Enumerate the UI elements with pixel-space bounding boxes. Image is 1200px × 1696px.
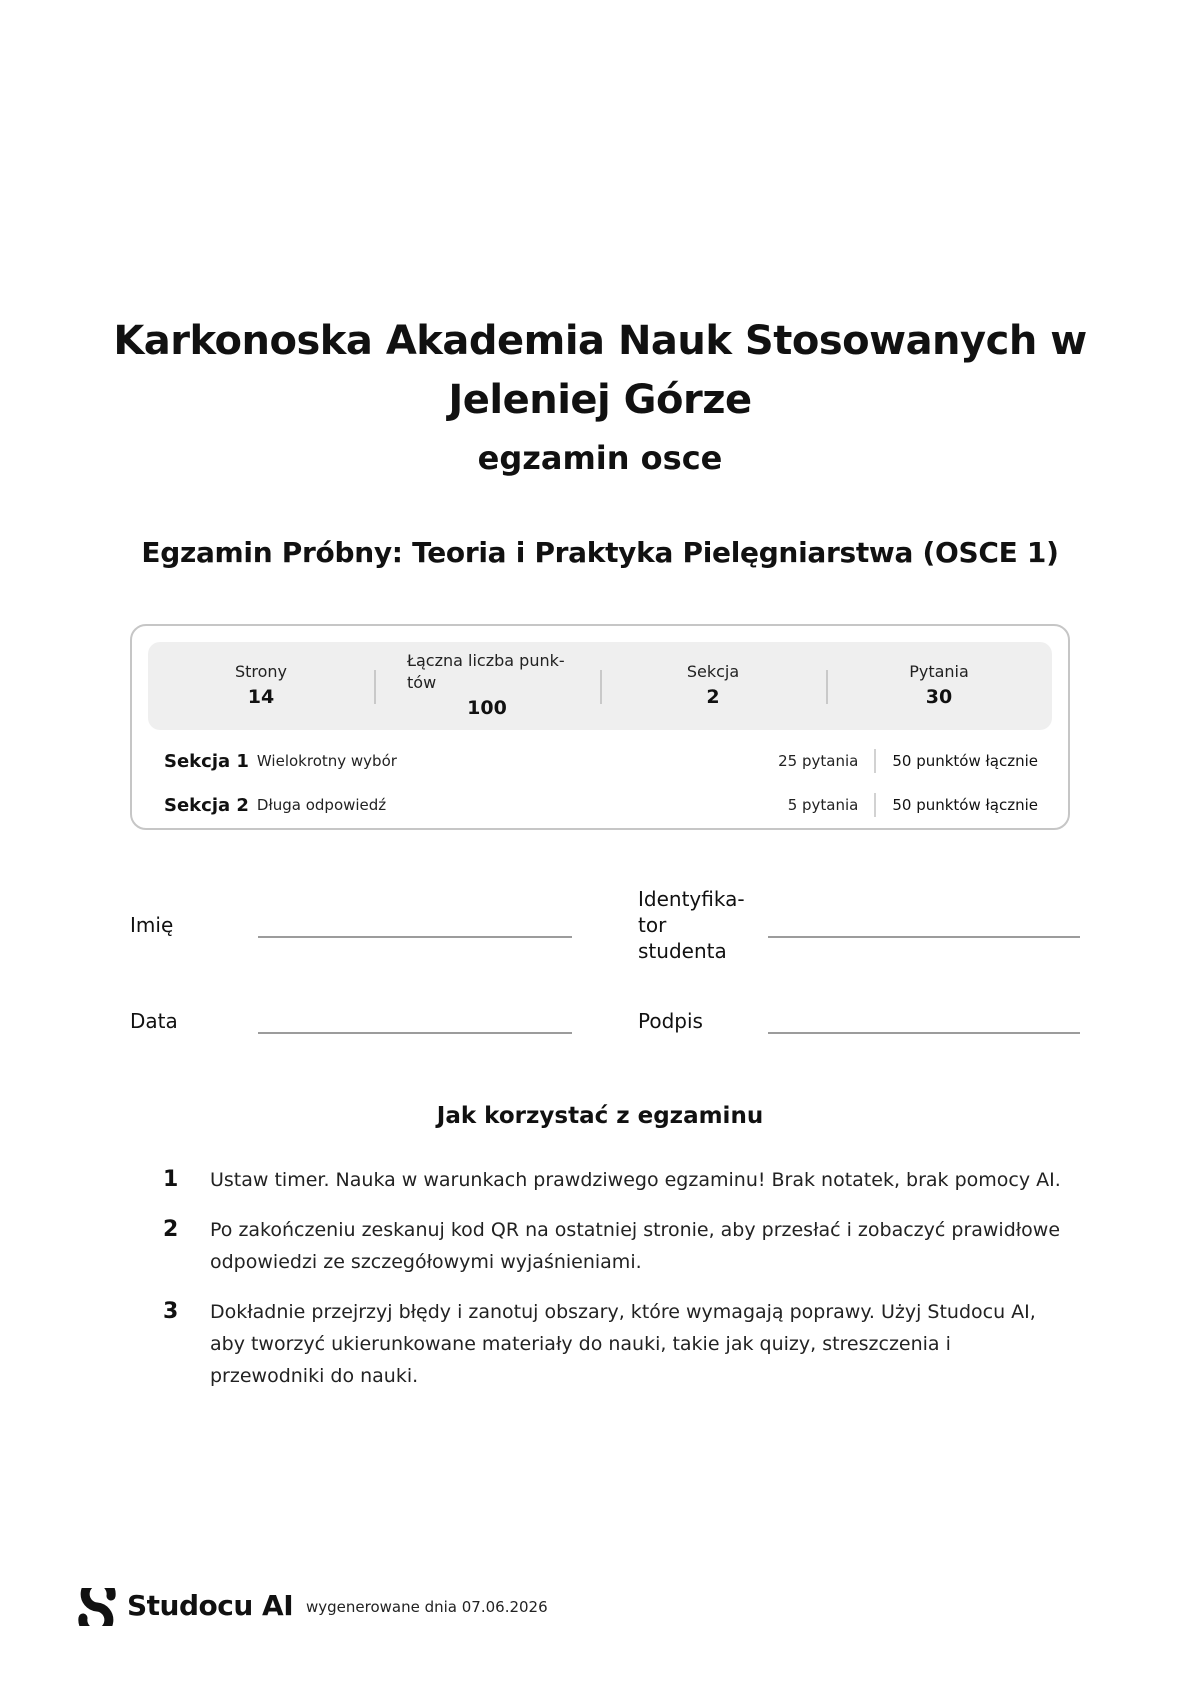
signature-input-line[interactable] bbox=[768, 1032, 1080, 1034]
step-text: Dokładnie przejrzyj błędy i zanotuj obszary, które wymagają poprawy. Użyj Studocu AI, aby tworzyć ukierunkowane materiały do nauki, takie jak quizy, streszczenia i przewodniki do nauki. bbox=[210, 1301, 1036, 1387]
section-type: Wielokrotny wybór bbox=[256, 752, 397, 770]
studocu-logo-icon bbox=[78, 1588, 116, 1626]
section-question-count: 5 pytania bbox=[787, 796, 859, 814]
section-row bbox=[164, 790, 1038, 820]
student-id-input-line[interactable] bbox=[768, 936, 1080, 938]
stat-value: 30 bbox=[925, 686, 953, 708]
step-number: 3 bbox=[163, 1299, 179, 1324]
name-input-line[interactable] bbox=[258, 936, 572, 938]
section-divider bbox=[874, 749, 876, 773]
section-points: 50 punktów łącznie bbox=[892, 796, 1038, 814]
step-number: 2 bbox=[163, 1217, 179, 1242]
stat-label: Łączna liczba punk-tów bbox=[407, 651, 565, 692]
step-text: Ustaw timer. Nauka w warunkach prawdziwego egzaminu! Brak notatek, brak pomocy AI. bbox=[210, 1169, 1061, 1191]
step-number: 1 bbox=[163, 1167, 179, 1192]
step-text: Po zakończeniu zeskanuj kod QR na ostatniej stronie, aby przesłać i zobaczyć prawidłowe odpowiedzi ze szczegółowymi wyjaśnieniami. bbox=[210, 1219, 1061, 1273]
date-label: Data bbox=[130, 1009, 178, 1033]
stat-value: 2 bbox=[706, 686, 720, 708]
generated-date: wygenerowane dnia 07.06.2026 bbox=[306, 1598, 548, 1616]
stat-total-points bbox=[374, 642, 600, 730]
name-label: Imię bbox=[130, 913, 174, 937]
stat-sections bbox=[600, 642, 826, 730]
exam-title: Egzamin Próbny: Teoria i Praktyka Pielęgniarstwa (OSCE 1) bbox=[141, 536, 1059, 569]
section-name: Sekcja 2 bbox=[164, 794, 249, 816]
stat-value: 14 bbox=[247, 686, 275, 708]
stat-questions bbox=[826, 642, 1052, 730]
date-input-line[interactable] bbox=[258, 1032, 572, 1034]
institution-title: Karkonoska Akademia Nauk Stosowanych w Jeleniej Górze bbox=[113, 318, 1087, 423]
stat-label: Sekcja bbox=[686, 662, 740, 681]
section-row bbox=[164, 746, 1038, 776]
brand-name: Studocu AI bbox=[127, 1589, 294, 1622]
stat-label: Pytania bbox=[909, 662, 969, 681]
stat-label: Strony bbox=[234, 662, 288, 681]
section-divider bbox=[874, 793, 876, 817]
course-subtitle: egzamin osce bbox=[477, 439, 723, 477]
signature-label: Podpis bbox=[638, 1009, 703, 1033]
stat-value: 100 bbox=[467, 697, 507, 719]
exam-summary-card bbox=[130, 624, 1070, 830]
section-name: Sekcja 1 bbox=[164, 750, 249, 772]
stat-pages bbox=[148, 642, 374, 730]
section-type: Długa odpowiedź bbox=[256, 796, 387, 814]
section-question-count: 25 pytania bbox=[778, 752, 859, 770]
section-points: 50 punktów łącznie bbox=[892, 752, 1038, 770]
exam-stats-bar bbox=[148, 642, 1052, 730]
instructions-title: Jak korzystać z egzaminu bbox=[436, 1103, 764, 1129]
student-id-label: Identyfika-tor studenta bbox=[638, 887, 745, 963]
